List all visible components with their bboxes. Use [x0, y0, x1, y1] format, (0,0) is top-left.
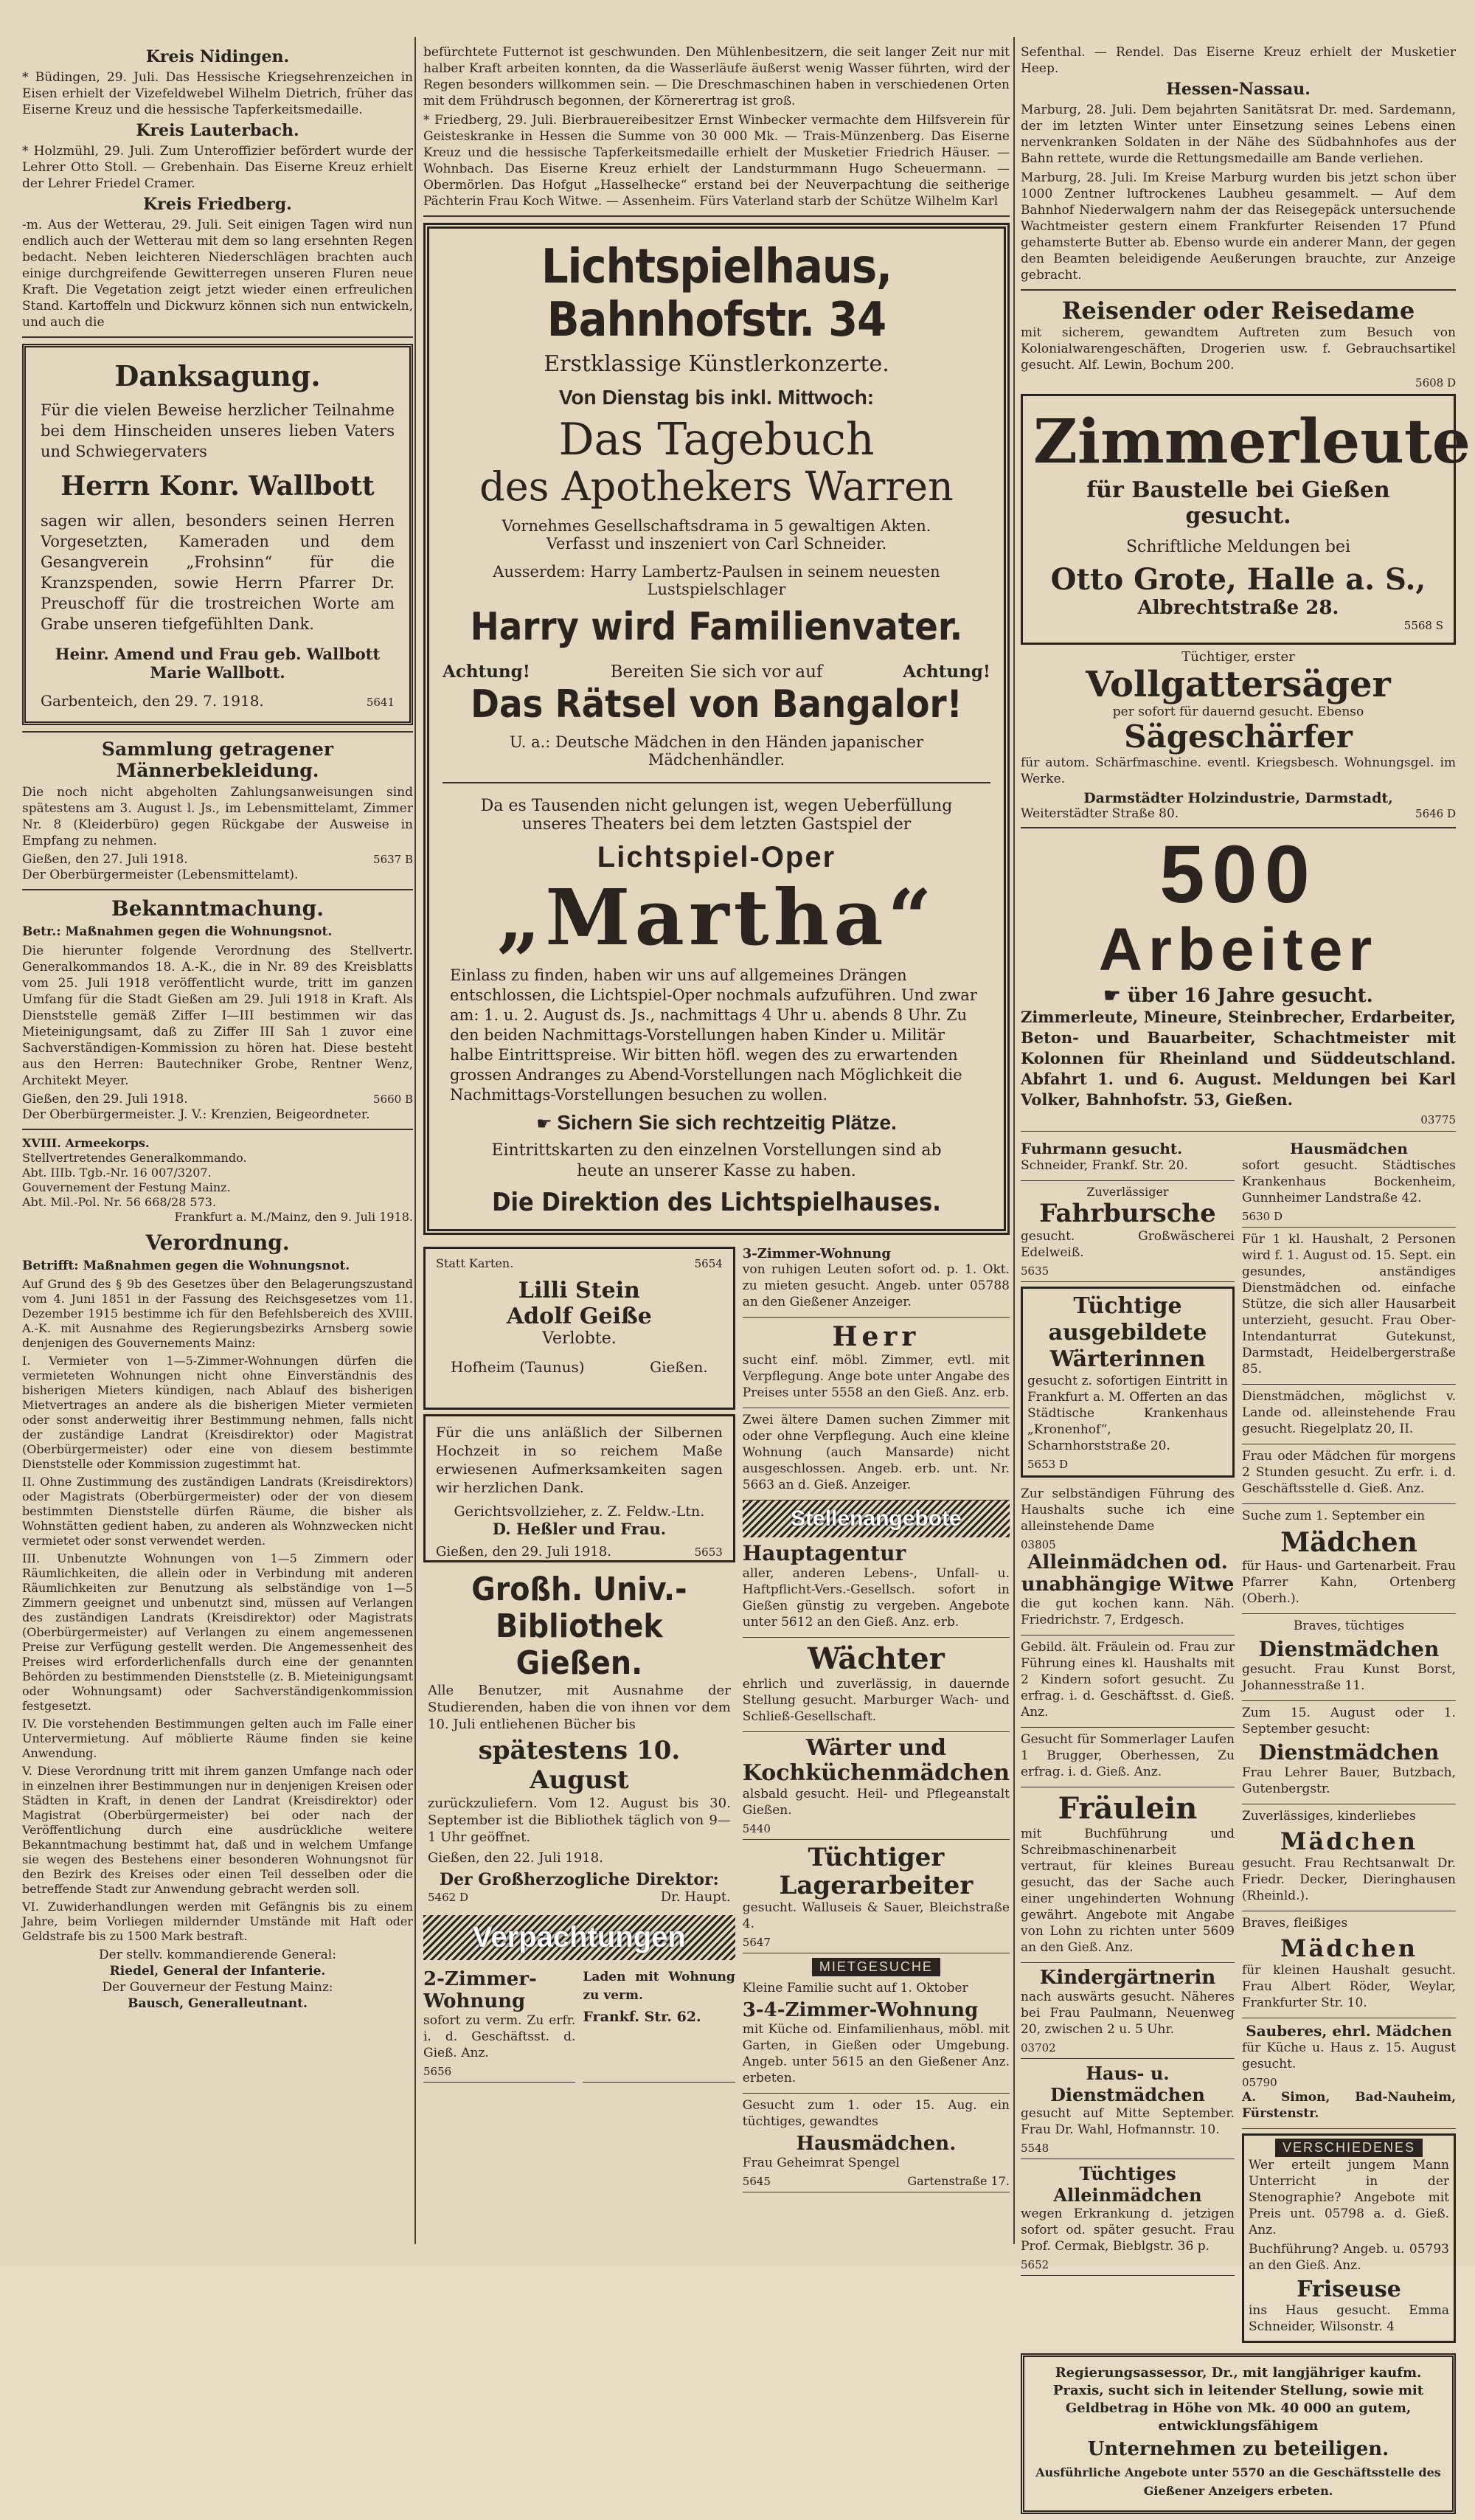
thanks-intro: Für die vielen Beweise herzlicher Teilnahme bei dem Hinscheiden unseres lieben Vaters und Schwiegervaters [41, 401, 395, 460]
news-text: * Friedberg, 29. Juli. Bierbrauereibesitzer Ernst Winbecker vermachte dem Hilfsverein für Geisteskranke in Hessen die Summe von 30 000 Mk. — Trais-Münzenberg. Das Eiserne Kreuz und die hessische Tapferkeitsmedaille erhielt der Musketier Friedrich Häuser. — Wohnbach. Das Eiserne Kreuz erhielt der Landsturmmann Hugo Scheuermann. — Obermörlen. Das Hofgut „Hasselhecke“ erstand bei der Neuverpachtung die seitherige Pächterin Frau Koch Witwe. — Assenheim. Fürs Vaterland starb der Schütze Wilhelm Karl [423, 113, 1010, 209]
ad-text: von ruhigen Leuten sofort od. p. 1. Okt. zu mieten gesucht. Angeb. unter 05788 an den Gießener Anzeiger. [742, 1262, 1010, 1309]
cinema-also: Ausserdem: Harry Lambertz-Paulsen in seinem neuesten Lustspielschlager [493, 563, 940, 598]
corps-date: Frankfurt a. M./Mainz, den 9. Juli 1918. [174, 1210, 413, 1224]
column-rule [1013, 37, 1015, 2244]
corps-line: Abt. Mil.-Pol. Nr. 56 668/28 573. [22, 1195, 217, 1209]
ad-number: 5646 D [1415, 807, 1456, 820]
ad-text: sucht einf. möbl. Zimmer, evtl. mit Verpflegung. Ange bote unter Angabe des Preises unter 5558 an den Gieß. Anz. erb. [742, 1353, 1010, 1400]
ad-text: A. Simon, Bad-Nauheim, Fürstenstr. [1242, 2090, 1456, 2121]
martha-seats [442, 1111, 990, 1135]
ad-text: gesucht. Frau Kunst Borst, Johannesstraße 11. [1242, 1662, 1456, 1693]
ad-text: mit Küche od. Einfamilienhaus, möbl. mit Garten, in Gießen oder Umgebung. Angeb. unter 5615 an den Gießener Anz. erbeten. [742, 2022, 1010, 2085]
martha-title: „Martha“ [496, 872, 937, 963]
news-head: Hessen-Nassau. [1166, 80, 1311, 99]
ad-text: Zuverlässiges, kinderliebes [1242, 1809, 1416, 1824]
job-ad [1242, 1444, 1456, 1504]
job-ad [1242, 2018, 1456, 2129]
cinema-signature: Die Direktion des Lichtspielhauses. [492, 1188, 941, 1217]
news-head: Kreis Lauterbach. [136, 121, 299, 140]
news-continued [423, 44, 1010, 210]
ad-headline: Mädchen [1280, 1527, 1417, 1558]
ad-number: 5656 [423, 2065, 452, 2078]
ad-text: Frau Lehrer Bauer, Butzbach, Gutenbergstr. [1242, 1765, 1456, 1796]
silver-date: Gießen, den 29. Juli 1918. [436, 1544, 611, 1560]
ad-text: für Haus- und Gartenarbeit. Frau Pfarrer Kahn, Ortenberg (Oberh.). [1242, 1559, 1456, 1606]
attention-label: Achtung! [903, 662, 990, 682]
job-ad [743, 1840, 1010, 1953]
film-note: U. a.: Deutsche Mädchen in den Händen japanischer Mädchenhändler. [509, 733, 924, 769]
ad-headline: Hausmädchen [1290, 1140, 1408, 1157]
thanks-signer: Heinr. Amend und Frau geb. Wallbott [55, 645, 381, 663]
column-right [1021, 44, 1471, 2520]
investor-ad [1021, 2353, 1456, 2514]
ad-text: für kleinen Haushalt gesucht. Frau Albert Röder, Weylar, Frankfurter Str. 10. [1242, 1963, 1456, 2010]
ad-text: für autom. Schärfmaschine. eventl. Kriegsbesch. Wohnungsgel. im Werke. [1021, 755, 1456, 786]
ad-headline: Hauptagentur [742, 1541, 906, 1565]
notice-date: Gießen, den 29. Juli 1918. [22, 1092, 188, 1107]
ad-text: gesucht. Frau Rechtsanwalt Dr. Friedr. Decker, Dieringhausen (Rheinld.). [1242, 1856, 1456, 1903]
ad-headline: Mädchen [1280, 1934, 1417, 1962]
ad-number: 5645 [742, 2175, 771, 2188]
martha-intro: Da es Tausenden nicht gelungen ist, wegen Ueberfüllung unseres Theaters bei dem letzten Gastspiel der [480, 797, 953, 834]
collection-text: Die noch nicht abgeholten Zahlungsanweisungen sind spätestens am 3. August l. Js., im Lebensmittelamt, Zimmer Nr. 8 (Kleiderbüro) gegen Rückgabe der Ausweise in Empfang zu nehmen. [22, 785, 413, 848]
local-news [22, 47, 413, 330]
place: Gießen. [650, 1358, 708, 1376]
thanks-body: sagen wir allen, besonders seinen Herren Vorgesetzten, Kameraden und dem Gesangverein „Frohsinn“ für die Kranzspenden, sowie Herrn Pfarrer Dr. Preuschoff für die trostreichen Worte am Grabe unseren tiefgefühlten Dank. [41, 512, 395, 633]
martha-text: Einlass zu finden, haben wir uns auf allgemeines Drängen entschlossen, die Lichtspiel-Oper nochmals aufzuführen. Und zwar am: 1. u. 2. August ds. Js., nachmittags 4 Uhr u. abends 8 Uhr. Zu den beiden Nachmittags-Vorstellungen haben Kinder u. Militär halbe Eintrittspreise. Wir bitten höfl. wegen des zu erwartenden grossen Andranges zu Abend-Vorstellungen nach Möglichkeit die Nachmittags-Vorstellungen besuchen zu wollen. [450, 966, 977, 1104]
ad-signer: Frau Geheimrat Spengel [742, 2156, 900, 2170]
verschiedenes-banner: VERSCHIEDENES [1275, 2139, 1423, 2157]
pointing-hand-icon: ☛ [536, 1114, 558, 1134]
news-head: Kreis Nidingen. [145, 47, 290, 66]
ad-text: Suche zum 1. September ein [1242, 1509, 1426, 1523]
apartment-wanted-ad [743, 1976, 1010, 2094]
fiance-name: Lilli Stein [518, 1278, 640, 1304]
pointing-hand-icon: ☛ [1103, 985, 1128, 1007]
cinema-ad [423, 223, 1010, 1235]
corps-line: Abt. IIIb. Tgb.-Nr. 16 007/3207. [22, 1166, 212, 1180]
ad-number: 03775 [1420, 1113, 1456, 1126]
ad-text: Buchführung? Angeb. u. 05793 an den Gieß. Anz. [1249, 2242, 1449, 2273]
decree-signer: Bausch, Generalleutnant. [128, 1996, 308, 2011]
ad-text: Zwei ältere Damen suchen Zimmer mit oder ohne Verpflegung. Auch eine kleine Wohnung (auch Mansarde) nicht ausgeschlossen. Angeb. erb. unt. Nr. 5663 an d. Gieß. Anzeiger. [742, 1413, 1010, 1492]
ad-text: Ausführliche Angebote unter 5570 an die Geschäftsstelle des Gießener Anzeigers erbeten. [1035, 2465, 1441, 2498]
ad-text: Für 1 kl. Haushalt, 2 Personen wird f. 1. August od. 15. Sept. ein gesundes, anständiges Dienstmädchen od. einfache Stütze, die sich aller Hausarbeit unterzieht, gesucht. Frau Ober-Intendanturrat Gutekunst, Darmstadt, Heidelbergerstraße 85. [1242, 1232, 1456, 1377]
cinema-title: Lichtspielhaus, Bahnhofstr. 34 [541, 240, 892, 347]
ad-number: 5608 D [1415, 376, 1456, 390]
library-notice [423, 1567, 735, 1909]
ad-number: 5653 [694, 1545, 723, 1559]
ad-text: ehrlich und zuverlässig, in dauernde Stellung gesucht. Marburger Wach- und Schließ-Gesellschaft. [742, 1677, 1010, 1724]
ad-headline: Herr [832, 1321, 920, 1352]
verpachtungen-banner: Verpachtungen [423, 1915, 735, 1960]
ad-text: gesucht. Walluseis & Sauer, Bleichstraße 4. [742, 1900, 1010, 1931]
column-rule [414, 37, 416, 2244]
ad-text: Laden mit Wohnung zu verm. [583, 1970, 735, 2003]
tickets-text: Eintrittskarten zu den einzelnen Vorstellungen sind ab heute an unserer Kasse zu haben. [491, 1141, 942, 1180]
silver-signer: Gerichtsvollzieher, z. Z. Feldw.-Ltn. [454, 1503, 705, 1520]
library-text: Alle Benutzer, mit Ausnahme der Studierenden, haben die von ihnen vor dem 10. Juli entliehenen Bücher bis [428, 1683, 731, 1732]
cinema-prepare: Bereiten Sie sich vor auf [610, 662, 823, 682]
job-ad [1242, 1136, 1456, 1228]
film-title: Das Tagebuch [558, 414, 875, 465]
ad-text: gesucht z. sofortigen Eintritt in Frankfurt a. M. Offerten an das Städtische Krankenhaus „Kronenhof“, Scharnhorststraße 20. [1027, 1374, 1228, 1453]
notice-subject: Betr.: Maßnahmen gegen die Wohnungsnot. [22, 924, 333, 939]
ad-headline: 3-4-Zimmer-Wohnung [742, 1999, 979, 2021]
ad-headline: Wärter und Kochküchenmädchen [742, 1735, 1010, 1786]
ad-number: 5462 D [428, 1891, 468, 1904]
ad-text: Dienstmädchen, möglichst v. Lande od. alleinstehende Frau gesucht. Riegelplatz 20, II. [1242, 1389, 1456, 1436]
film-title: Harry wird Familienvater. [470, 605, 963, 649]
library-signer: Der Großherzogliche Direktor: [439, 1870, 719, 1889]
apartment-ad [423, 1965, 575, 2083]
ad-headline: Fuhrmann gesucht. [1021, 1140, 1183, 1157]
ad-number: 03702 [1021, 2041, 1056, 2055]
ad-firm: Otto Grote, Halle a. S., [1050, 562, 1426, 597]
mietgesuche-banner: MIETGESUCHE [812, 1958, 940, 1976]
ad-text: per sofort für dauernd gesucht. Ebenso [1112, 705, 1364, 719]
library-title: Gießen. [516, 1644, 643, 1682]
collection-notice [22, 738, 413, 883]
ad-number: 5647 [742, 1936, 771, 1949]
job-ad [1021, 1181, 1235, 1282]
misc-section [1242, 2133, 1456, 2343]
ad-address: Gartenstraße 17. [907, 2174, 1010, 2188]
room-wanted-ad [743, 1408, 1010, 1500]
thanks-place: Garbenteich, den 29. 7. 1918. [41, 692, 264, 710]
ad-headline: Zimmerleute [1033, 406, 1471, 477]
engagement-status: Verlobte. [542, 1329, 617, 1348]
notice-title: Bekanntmachung. [111, 896, 324, 921]
ad-text: für Küche u. Haus z. 15. August gesucht. [1242, 2040, 1456, 2071]
workers-ad [1021, 829, 1456, 1126]
job-ad [1021, 1963, 1235, 2059]
job-ad [1242, 1614, 1456, 1701]
ad-pre: Tüchtiger, erster [1181, 649, 1295, 665]
library-deadline: spätestens 10. August [478, 1736, 681, 1795]
collection-date: Gießen, den 27. Juli 1918. [22, 852, 188, 867]
library-director: Dr. Haupt. [660, 1889, 731, 1905]
engagement-notice [423, 1247, 735, 1410]
ad-pre: Zuverlässiger [1086, 1185, 1169, 1199]
thanks-signer: Marie Wallbott. [150, 663, 285, 682]
ad-number: 03805 [1021, 1538, 1056, 1551]
shop-ad [583, 1965, 735, 2083]
ad-number: 5654 [694, 1257, 723, 1270]
decree-signer: Der stellv. kommandierende General: [99, 1948, 336, 1962]
news-text: Marburg, 28. Juli. Dem bejahrten Sanitätsrat Dr. med. Sardemann, der im letzten Winter unter Einsetzung seines Lebens einen nervenkranken Soldaten in der Nähe des Südbahnhofes aus der Bahn rettete, wurde die Rettungsmedaille am Bande verliehen. [1021, 103, 1456, 166]
ad-subline: für Baustelle bei Gießen gesucht. [1086, 477, 1390, 529]
ad-number: 5630 D [1242, 1210, 1283, 1223]
carpenters-ad [1021, 394, 1471, 645]
ad-headline: Dienstmädchen [1258, 1637, 1440, 1661]
apartment-wanted-ad [743, 1242, 1010, 1318]
ad-headline: Kindergärtnerin [1039, 1967, 1216, 1989]
ad-headline: 3-Zimmer-Wohnung [742, 1246, 891, 1261]
notice-text: Die hierunter folgende Verordnung des Stellvertr. Generalkommandos 18. A.-K., die in Nr. 89 des Kreisblatts vom 25. Juli 1918 veröffentlicht wurde, tritt im ganzen Umfang für die Stadt Gießen am 29. Juli 1918 in Kraft. Als Dienststelle gemäß Ziffer I—III bestimmen wir das Mieteinigungsamt, daß zu Ziffer III Sah 1 zuvor eine Sachverständigen-Kommission zu hören hat. Diese besteht aus den Herren: Bautechniker Grobe, Rentner Wenz, Architekt Meyer. [22, 944, 413, 1088]
thanks-title: Danksagung. [114, 359, 321, 392]
decree-paragraph: Auf Grund des § 9b des Gesetzes über den Belagerungszustand vom 4. Juni 1851 in der Fassung des Reichsgesetzes vom 11. Dezember 1915 bestimme ich für den Befehlsbereich des XVIII. A.-K. mit Ausnahme des Regierungsbezirks Arnsberg sowie denjenigen des Gouvernements Mainz: [22, 1277, 413, 1350]
corps-line: Stellvertretendes Generalkommando. [22, 1151, 247, 1165]
statt-karten: Statt Karten. [436, 1256, 514, 1270]
ad-text: aller, anderen Lebens-, Unfall- u. Haftpflicht-Vers.-Gesellsch. sofort in Gießen günstig zu vergeben. Angebote unter 5612 an den Gieß. Anz. erb. [742, 1566, 1010, 1630]
ad-text: Gesucht zum 1. oder 15. Aug. ein tüchtiges, gewandtes [742, 2098, 1010, 2129]
film-title: des Apothekers Warren [479, 463, 954, 510]
decree-subject: Betrifft: Maßnahmen gegen die Wohnungsnot. [22, 1259, 350, 1273]
ad-number: 5660 B [373, 1093, 413, 1106]
ad-headline: Wächter [807, 1641, 945, 1676]
ad-headline: Tüchtiger Lagerarbeiter [779, 1843, 974, 1900]
ad-headline: Dienstmädchen [1258, 1740, 1440, 1765]
news-text: * Büdingen, 29. Juli. Das Hessische Kriegsehrenzeichen in Eisen erhielt der Vizefeldwebel Wilhelm Dietrich, früher das Eiserne Kreuz und die hessische Tapferkeitsmedaille. [22, 70, 413, 117]
job-ad [1242, 1911, 1456, 2018]
decree-signer: Riedel, General der Infanterie. [109, 1964, 326, 1979]
news-text: -m. Aus der Wetterau, 29. Juli. Seit einigen Tagen wird nun endlich auch der Wetterau mit dem so lang ersehnten Regen bedacht. Neben leichteren Niederschlägen brachten auch einige durchgreifende Gewitterregen unseren Fluren neue Kraft. Die Vegetation zeigt jetzt wieder einen erfreulichen Stand. Kartoffeln und Dickwurz können sich nun entwickeln, und auch die [22, 218, 413, 330]
ad-headline: 2-Zimmer-Wohnung [423, 1968, 537, 2012]
ad-headline: Reisender oder Reisedame [1061, 297, 1415, 325]
ad-text: wegen Erkrankung d. jetzigen sofort od. später gesucht. Frau Prof. Cermak, Bieblgstr. 36 p. [1021, 2206, 1235, 2254]
library-title: Großh. Univ.-Bibliothek [471, 1571, 687, 1645]
job-ad [743, 1638, 1010, 1732]
ad-text: Schneider, Frankf. Str. 20. [1021, 1158, 1188, 1173]
ad-text: Kleine Familie sucht auf 1. Oktober [742, 1981, 968, 1995]
job-ad [1242, 1385, 1456, 1444]
job-ad [1021, 2059, 1235, 2159]
ad-text: Braves, fleißiges [1242, 1916, 1348, 1931]
deceased-name: Herrn Konr. Wallbott [60, 471, 375, 502]
silver-signer: D. Heßler und Frau. [492, 1520, 667, 1538]
decree-paragraph: III. Unbenutzte Wohnungen von 1—5 Zimmern oder Räumlichkeiten, die allein oder in Verbindung mit anderen Räumlichkeiten zur Benutzung als selbständige von 1—5 Zimmern geeignet und unbenutzt sind, müssen auf Verlangen des zuständigen Landrats (Kreisdirektor) oder Magistrats (Oberbürgermeister) auf Verlangen zu einem angemessenen Preise zur Verfügung gestellt werden. Die Angemessenheit des Preises wird erforderlichenfalls durch eine der genannten Behörden zu bestimmenden Dienststelle (z. B. Mieteinigungsamt oder Wohnungsamt) oder Sachverständigenkommission festgesetzt. [22, 1551, 413, 1713]
job-ad [1242, 1701, 1456, 1804]
job-ad [1021, 1635, 1235, 1728]
job-ad [743, 1537, 1010, 1638]
ad-text: Zur selbständigen Führung des Haushalts suche ich eine alleinstehende Dame [1021, 1486, 1235, 1534]
ad-text: sofort gesucht. Städtisches Krankenhaus Bockenheim, Gunnheimer Landstraße 42. [1242, 1158, 1456, 1205]
stellenangebote-banner: Stellenangebote [743, 1500, 1010, 1537]
decree-paragraph: II. Ohne Zustimmung des zuständigen Landrats (Kreisdirektors) oder Magistrats (Oberbürgermeister) oder der von diesem bestimmten Dienststelle dürfen Räume, die bisher als Wohnstätten gedient haben, zu anderen als Wohnzwecken nicht vermietet oder sonst verwendet werden. [22, 1475, 413, 1548]
ad-headline: Alleinmädchen od. unabhängige Witwe [1021, 1551, 1235, 1596]
ad-headline: Tüchtige ausgebildete Wärterinnen [1048, 1293, 1207, 1372]
ad-number: 5548 [1021, 2142, 1049, 2155]
ad-headline: Haus- u. Dienstmädchen [1050, 2063, 1205, 2105]
job-ad [1021, 1482, 1235, 1635]
ad-text: Schriftliche Meldungen bei [1125, 538, 1351, 556]
ad-number-large: 500 [1159, 829, 1317, 920]
ad-text: gesucht. Großwäscherei Edelweiß. [1021, 1229, 1235, 1260]
job-ad [1021, 1728, 1235, 1787]
ad-number: 5637 B [373, 853, 413, 866]
ad-number: 5568 S [1403, 619, 1443, 632]
film-description: Verfasst und inszeniert von Carl Schneider. [546, 535, 887, 553]
regional-news [1021, 44, 1456, 283]
salesman-ad [1021, 297, 1456, 390]
silver-text: Für die uns anläßlich der Silbernen Hochzeit in so reichem Maße erwiesenen Aufmerksamkeiten sagen wir herzlichen Dank. [436, 1425, 723, 1496]
ad-number: 5635 [1021, 1264, 1049, 1278]
ad-number: 5440 [742, 1822, 771, 1835]
ad-text: mit sicherem, gewandtem Auftreten zum Besuch von Kolonialwarengeschäften, Drogerien usw. f. Gebrauchsartikel gesucht. Alf. Lewin, Bochum 200. [1021, 325, 1456, 373]
ad-headline: Fräulein [1058, 1791, 1198, 1826]
column-left [22, 44, 413, 2012]
news-text: Marburg, 28. Juli. Im Kreise Marburg wurden bis jetzt schon über 1000 Zentner luftrockenes Laubheu gesammelt. — Auf dem Bahnhof Niederwalgern nahm der das Reisegepäck untersuchende Wachtmeister gestern einem Frankfurter Reisenden 17 Pfund gehamsterte Butter ab. Ebenso wurde ein anderer Mann, der gegen den Beamten beleidigende Aeußerungen brauchte, zur Anzeige gebracht. [1021, 170, 1456, 283]
ad-text: die gut kochen kann. Näh. Friedrichstr. 7, Erdgesch. [1021, 1596, 1235, 1627]
ad-text: Wer erteilt jungem Mann Unterricht in der Stenographie? Angebote mit Preis unt. 05798 a. d. Gieß. Anz. [1249, 2158, 1449, 2237]
job-ad [1021, 1136, 1235, 1181]
nurses-ad [1021, 1287, 1235, 1478]
opera-label: Lichtspiel-Oper [597, 841, 836, 873]
attention-label: Achtung! [442, 662, 530, 682]
library-date: Gießen, den 22. Juli 1918. [428, 1850, 603, 1866]
ad-text: Gebild. ält. Fräulein od. Frau zur Führung eines kl. Haushalts mit 2 Kindern sofort gesucht. Zu erfrag. i. d. Geschäftsst. d. Gieß. Anz. [1021, 1640, 1235, 1720]
news-head: Kreis Friedberg. [143, 195, 292, 214]
job-ad [1021, 1787, 1235, 1963]
corps-line: Gouvernement der Festung Mainz. [22, 1180, 231, 1194]
ad-text: ins Haus gesucht. Emma Schneider, Wilsonstr. 4 [1249, 2303, 1449, 2334]
ad-firm: Darmstädter Holzindustrie, Darmstadt, [1083, 790, 1393, 806]
cinema-dates: Von Dienstag bis inkl. Mittwoch: [558, 386, 875, 409]
job-ad [1242, 1804, 1456, 1911]
film-title: Das Rätsel von Bangalor! [471, 682, 962, 727]
ad-text: nach auswärts gesucht. Näheres bei Frau Paulmann, Neuenweg 20, zwischen 2 u. 5 Uhr. [1021, 1990, 1235, 2037]
silver-wedding-thanks [423, 1414, 735, 1562]
decree [22, 1230, 413, 2012]
age-line [1021, 985, 1456, 1007]
decree-signer: Der Gouverneur der Festung Mainz: [102, 1980, 333, 1995]
thanks-notice [22, 344, 413, 725]
decree-paragraph: I. Vermieter von 1—5-Zimmer-Wohnungen dürfen die vermieteten Wohnungen nicht ohne Einverständnis des bisherigen Mieters kündigen, nach Ablauf des bisherigen Mietvertrages an andere als die bisherigen Mieter vermieten oder sonst anderweitig ihrer Bestimmung nehmen, falls nicht der zuständige Landrat (Kreisdirektor) oder Magistrat (Oberbürgermeister) oder eine von diesem bestimmte Dienststelle oder Kommission zugestimmt hat. [22, 1354, 413, 1471]
ad-text: Zimmerleute, Mineure, Steinbrecher, Erdarbeiter, Beton- und Bauarbeiter, Schachtmeister mit Kolonnen für Rheinland und Süddeutschland. Abfahrt 1. und 6. August. Meldungen bei Karl Volker, Bahnhofstr. 53, Gießen. [1021, 1008, 1456, 1109]
ad-address: Albrechtstraße 28. [1137, 597, 1339, 619]
collection-signer: Der Oberbürgermeister (Lebensmittelamt). [22, 868, 299, 882]
column-middle [423, 44, 1010, 2192]
age-text: über 16 Jahre gesucht. [1127, 985, 1373, 1007]
army-corps-header [22, 1136, 413, 1225]
ad-number: 5641 [366, 696, 395, 709]
ad-text: Gesucht für Sommerlager Laufen 1 Brugger, Oberhessen, Zu erfrag. i. d. Gieß. Anz. [1021, 1732, 1235, 1779]
ad-number: 5652 [1021, 2258, 1049, 2271]
ad-headline: Fahrbursche [1039, 1199, 1216, 1228]
seats-text: Sichern Sie sich rechtzeitig Plätze. [557, 1111, 897, 1134]
ad-text: Braves, tüchtiges [1293, 1619, 1405, 1633]
ad-headline: Sauberes, ehrl. Mädchen [1246, 2022, 1452, 2040]
job-ad [1242, 1504, 1456, 1614]
ad-headline: Vollgattersäger [1086, 664, 1391, 705]
library-text: zurückzuliefern. Vom 12. August bis 30. September ist die Bibliothek täglich von 9—1 Uhr geöffnet. [428, 1796, 731, 1845]
ad-number: 05790 [1242, 2076, 1277, 2089]
corps-line: XVIII. Armeekorps. [22, 1136, 150, 1150]
film-description: Vornehmes Gesellschaftsdrama in 5 gewaltigen Akten. [502, 517, 931, 535]
ad-text: gesucht auf Mitte September. Frau Dr. Wahl, Hofmannstr. 10. [1021, 2106, 1235, 2137]
maid-wanted-ad [743, 2094, 1010, 2192]
ad-text: sofort zu verm. Zu erfr. i. d. Geschäftsst. d. Gieß. Anz. [423, 2013, 576, 2060]
decree-paragraph: VI. Zuwiderhandlungen werden mit Gefängnis bis zu einem Jahre, beim Vorliegen mildernder Umstände mit Haft oder Geldstrafe bis zu 1500 Mark bestraft. [22, 1900, 413, 1943]
ad-headline: Tüchtiges Alleinmädchen [1053, 2163, 1202, 2206]
ad-text: mit Buchführung und Schreibmaschinenarbeit vertraut, für kleines Bureau gesucht, das der Sache auch einer ungehinderten Wohnung gewährt. Angebote mit Angabe von Lohn zu richten unter 5609 an den Gieß. Anz. [1021, 1827, 1235, 1955]
job-ad [1021, 2159, 1235, 2276]
ad-text: alsbald gesucht. Heil- und Pflegeanstalt Gießen. [742, 1787, 1010, 1818]
ad-address: Weiterstädter Straße 80. [1021, 806, 1179, 821]
ad-text: Frau oder Mädchen für morgens 2 Stunden gesucht. Zu erfr. i. d. Geschäftsstelle d. Gieß. Anz. [1242, 1449, 1456, 1496]
ad-text: Zum 15. August oder 1. September gesucht: [1242, 1706, 1456, 1737]
notice-signer: Der Oberbürgermeister. J. V.: Krenzien, Beigeordneter. [22, 1107, 370, 1122]
job-ad [1242, 1228, 1456, 1385]
decree-title: Verordnung. [145, 1230, 290, 1255]
news-text: * Holzmühl, 29. Juli. Zum Unteroffizier befördert wurde der Lehrer Otto Stoll. — Grebenhain. Das Eiserne Kreuz erhielt der Lehrer Friedel Cramer. [22, 144, 413, 191]
ad-number: 5653 D [1027, 1458, 1068, 1471]
news-text: befürchtete Futternot ist geschwunden. Den Mühlenbesitzern, die seit langer Zeit nur mit halber Kraft arbeiten konnten, da die Wasserläufe äußerst wenig Wasser führten, wird der Regen besonders willkommen sein. — Die Dreschmaschinen haben in verschiedenen Orten mit dem Frühdrusch begonnen, der Körnerertrag ist groß. [423, 45, 1010, 108]
housing-notice [22, 896, 413, 1123]
news-text: Sefenthal. — Rendel. Das Eiserne Kreuz erhielt der Musketier Heep. [1021, 45, 1456, 76]
ad-headline: Unternehmen zu beteiligen. [1087, 2438, 1389, 2460]
collection-title: Sammlung getragener Männerbekleidung. [101, 738, 334, 781]
room-wanted-ad [743, 1318, 1010, 1408]
cinema-subtitle: Erstklassige Künstlerkonzerte. [544, 351, 889, 377]
ad-headline: Friseuse [1297, 2277, 1401, 2302]
sawyer-ad [1021, 649, 1456, 821]
ad-address: Frankf. Str. 62. [583, 2009, 701, 2025]
decree-paragraph: IV. Die vorstehenden Bestimmungen gelten auch im Falle einer Untervermietung. Auf möblierte Räume finden sie keine Anwendung. [22, 1717, 413, 1760]
ad-headline: Arbeiter [1098, 916, 1378, 983]
decree-paragraph: V. Diese Verordnung tritt mit ihrem ganzen Umfange nach oder in einzelnen ihrer Bestimmungen nur in denjenigen Kreisen oder Städten in Kraft, in denen der Landrat (Kreisdirektor) oder Magistrat (Oberbürgermeister) bei oder nach der Veröffentlichung durch eine ausdrückliche weitere Bekanntmachung bestimmt hat, daß und in welchem Umfange sie wegen des Bestehens einer besonderen Wohnungsnot für den Bezirk des Kreises oder einen Teil desselben oder die betreffende Stadt zur Anwendung gebracht werden soll. [22, 1764, 413, 1896]
ad-headline: Sägeschärfer [1124, 719, 1353, 755]
fiance-name: Adolf Geiße [506, 1304, 652, 1329]
ad-headline: Mädchen [1280, 1827, 1417, 1855]
ad-text: Regierungsassessor, Dr., mit langjähriger kaufm. Praxis, sucht sich in leitender Stellung, sowie mit Geldbetrag in Höhe von Mk. 40 000 an gutem, entwicklungsfähigem [1052, 2365, 1424, 2434]
place: Hofheim (Taunus) [451, 1358, 585, 1376]
ad-headline: Hausmädchen. [796, 2133, 957, 2155]
job-ad [743, 1732, 1010, 1840]
